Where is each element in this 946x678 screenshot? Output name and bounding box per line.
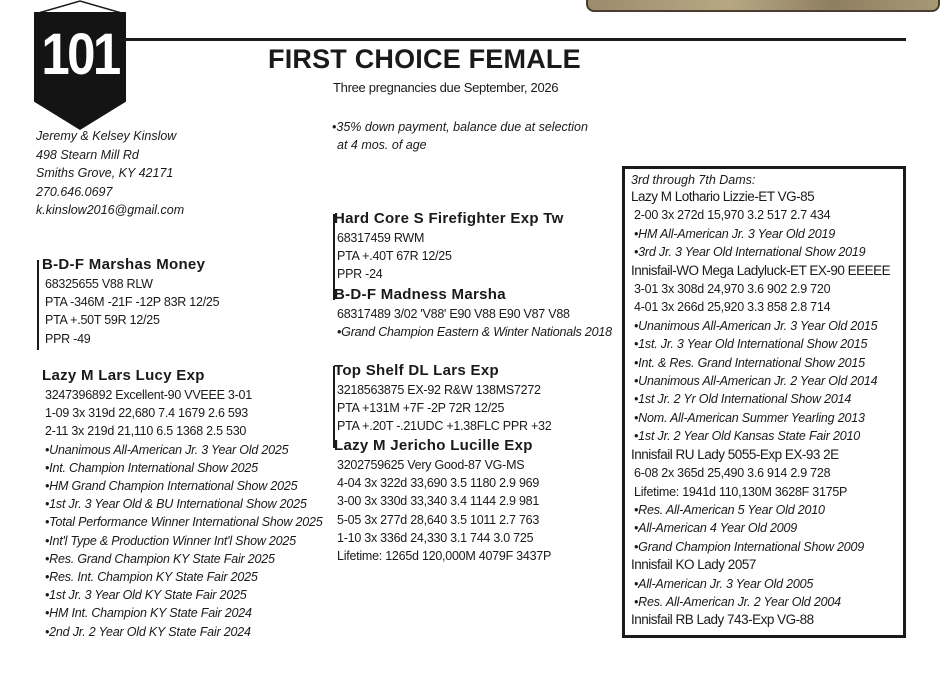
dam-ancestor-honor: •1st Jr. 2 Yr Old International Show 2014	[634, 392, 852, 407]
dam-ancestor-honor: •All-American Jr. 3 Year Old 2005	[634, 576, 814, 591]
consignor-info	[36, 127, 184, 220]
dam-ancestor-honor: •Nom. All-American Summer Yearling 2013	[634, 410, 865, 425]
dam-honor: •Res. Grand Champion KY State Fair 2025	[45, 551, 275, 566]
sire-of-dam-line: 3218563875 EX-92 R&W 138MS7272	[337, 383, 541, 397]
dam-honor: •HM Int. Champion KY State Fair 2024	[45, 606, 252, 621]
dam-ancestor-honor: •Unanimous All-American Jr. 3 Year Old 2015	[634, 318, 878, 333]
dam-of-dam-record: 5-05 3x 277d 28,640 3.5 1011 2.7 763	[337, 512, 540, 527]
extended-dams-list	[631, 172, 890, 630]
sire-of-sire-name: Hard Core S Firefighter Exp Tw	[334, 210, 564, 227]
dam-ancestor-honor: •1st. Jr. 3 Year Old International Show 2015	[634, 337, 868, 352]
dam-honor: •Total Performance Winner International Show 2025	[45, 515, 323, 530]
dam-line: 3247396892 Excellent-90 VVEEE 3-01	[45, 388, 252, 402]
sire-of-sire	[334, 209, 564, 284]
dam-of-dam-record: 1-10 3x 336d 24,330 3.1 744 3.0 725	[337, 530, 534, 545]
dam-of-sire-line: 68317489 3/02 'V88' E90 V88 E90 V87 V88	[337, 307, 570, 321]
dam-ancestor-honor: •All-American 4 Year Old 2009	[634, 521, 798, 536]
sire-of-dam-line: PTA +131M +7F -2P 72R 12/25	[337, 401, 505, 416]
dam-of-sire-honor: •Grand Champion Eastern & Winter Nationals 2018	[337, 325, 612, 340]
dam-ancestor-name: Innisfail KO Lady 2057	[631, 557, 756, 573]
dam-ancestor-record: 4-01 3x 266d 25,920 3.3 858 2.8 714	[634, 300, 831, 315]
dam-ancestor-honor: •Res. All-American 5 Year Old 2010	[634, 502, 825, 517]
page-title: FIRST CHOICE FEMALE	[268, 44, 581, 74]
sire-name: B-D-F Marshas Money	[42, 256, 206, 273]
dam-honor: •Int'l Type & Production Winner Int'l Show 2025	[45, 533, 296, 548]
dam-of-sire	[334, 285, 612, 341]
header-rule	[120, 38, 906, 41]
terms-line: •35% down payment, balance due at selection	[332, 120, 588, 134]
sire-line: PTA -346M -21F -12P 83R 12/25	[45, 295, 220, 310]
dam-ancestor-honor: •Res. All-American Jr. 2 Year Old 2004	[634, 594, 841, 609]
page-subtitle: Three pregnancies due September, 2026	[333, 80, 559, 95]
dam	[42, 366, 323, 641]
dam-record: 2-11 3x 219d 21,110 6.5 1368 2.5 530	[45, 424, 247, 439]
dam-ancestor-record: 6-08 2x 365d 25,490 3.6 914 2.9 728	[634, 466, 831, 481]
dam-ancestor-honor: •Unanimous All-American Jr. 2 Year Old 2014	[634, 374, 878, 389]
dam-ancestor-honor: •HM All-American Jr. 3 Year Old 2019	[634, 226, 835, 241]
consignor-city: Smiths Grove, KY 42171	[36, 166, 174, 180]
dam-ancestor-record: Lifetime: 1941d 110,130M 3628F 3175P	[634, 484, 848, 499]
dam-ancestor-honor: •3rd Jr. 3 Year Old International Show 2019	[634, 245, 866, 260]
sire-line: PTA +.50T 59R 12/25	[45, 313, 160, 328]
extended-dams-entries	[631, 188, 890, 630]
dam-honor: •Unanimous All-American Jr. 3 Year Old 2025	[45, 442, 289, 457]
dam-of-dam-name: Lazy M Jericho Lucille Exp	[334, 437, 533, 454]
terms-line: at 4 mos. of age	[337, 138, 427, 152]
sale-terms	[332, 118, 588, 154]
sire-of-dam-name: Top Shelf DL Lars Exp	[334, 362, 499, 379]
banner-hanger-icon	[33, 0, 127, 14]
dam-honor: •2nd Jr. 2 Year Old KY State Fair 2024	[45, 624, 251, 639]
dam-record: 1-09 3x 319d 22,680 7.4 1679 2.6 593	[45, 406, 248, 421]
dam-of-dam-lifetime: Lifetime: 1265d 120,000M 4079F 3437P	[337, 549, 552, 564]
dam-of-dam-record: 3-00 3x 330d 33,340 3.4 1144 2.9 981	[337, 494, 540, 509]
dam-honor: •Int. Champion International Show 2025	[45, 460, 258, 475]
dam-ancestor-name: Lazy M Lothario Lizzie-ET VG-85	[631, 189, 815, 204]
sire-of-sire-line: 68317459 RWM	[337, 231, 425, 245]
dam-honor: •HM Grand Champion International Show 2025	[45, 479, 298, 494]
dam-ancestor-honor: •1st Jr. 2 Year Old Kansas State Fair 2010	[634, 429, 860, 444]
dam-honor: •1st Jr. 3 Year Old & BU International Show 2025	[45, 497, 307, 512]
sire	[42, 255, 219, 348]
header-photo-edge	[586, 0, 940, 12]
dam-honor: •Res. Int. Champion KY State Fair 2025	[45, 570, 258, 585]
consignor-name: Jeremy & Kelsey Kinslow	[36, 129, 177, 143]
dam-ancestor-name: Innisfail RU Lady 5055-Exp EX-93 2E	[631, 446, 839, 462]
lot-number: 101	[41, 22, 119, 87]
extended-dams-header: 3rd through 7th Dams:	[631, 173, 756, 187]
consignor-address: 498 Stearn Mill Rd	[36, 147, 139, 162]
dam-of-dam-line: 3202759625 Very Good-87 VG-MS	[337, 458, 525, 472]
sire-line: PPR -49	[45, 331, 91, 346]
sire-of-dam	[334, 361, 551, 436]
dam-name: Lazy M Lars Lucy Exp	[42, 367, 205, 384]
dam-of-sire-name: B-D-F Madness Marsha	[334, 286, 506, 303]
dam-of-dam-record: 4-04 3x 322d 33,690 3.5 1180 2.9 969	[337, 476, 540, 491]
dam-ancestor-honor: •Int. & Res. Grand International Show 2015	[634, 355, 865, 370]
dam-ancestor-record: 2-00 3x 272d 15,970 3.2 517 2.7 434	[634, 208, 831, 223]
sire-of-sire-line: PPR -24	[337, 267, 383, 282]
dam-of-dam	[334, 436, 551, 565]
dam-ancestor-record: 3-01 3x 308d 24,970 3.6 902 2.9 720	[634, 282, 831, 297]
consignor-email[interactable]: k.kinslow2016@gmail.com	[36, 203, 185, 217]
sire-of-sire-line: PTA +.40T 67R 12/25	[337, 249, 452, 264]
pedigree-bracket-sire	[37, 260, 39, 350]
dam-ancestor-name: Innisfail RB Lady 743-Exp VG-88	[631, 612, 814, 628]
sire-of-dam-line: PTA +.20T -.21UDC +1.38FLC PPR +32	[337, 419, 552, 434]
dam-ancestor-honor: •Grand Champion International Show 2009	[634, 539, 865, 554]
consignor-phone[interactable]: 270.646.0697	[36, 184, 113, 199]
dam-ancestor-name: Innisfail-WO Mega Ladyluck-ET EX-90 EEEEE	[631, 262, 891, 278]
dam-honor: •1st Jr. 3 Year Old KY State Fair 2025	[45, 588, 247, 603]
sire-line: 68325655 V88 RLW	[45, 277, 153, 291]
